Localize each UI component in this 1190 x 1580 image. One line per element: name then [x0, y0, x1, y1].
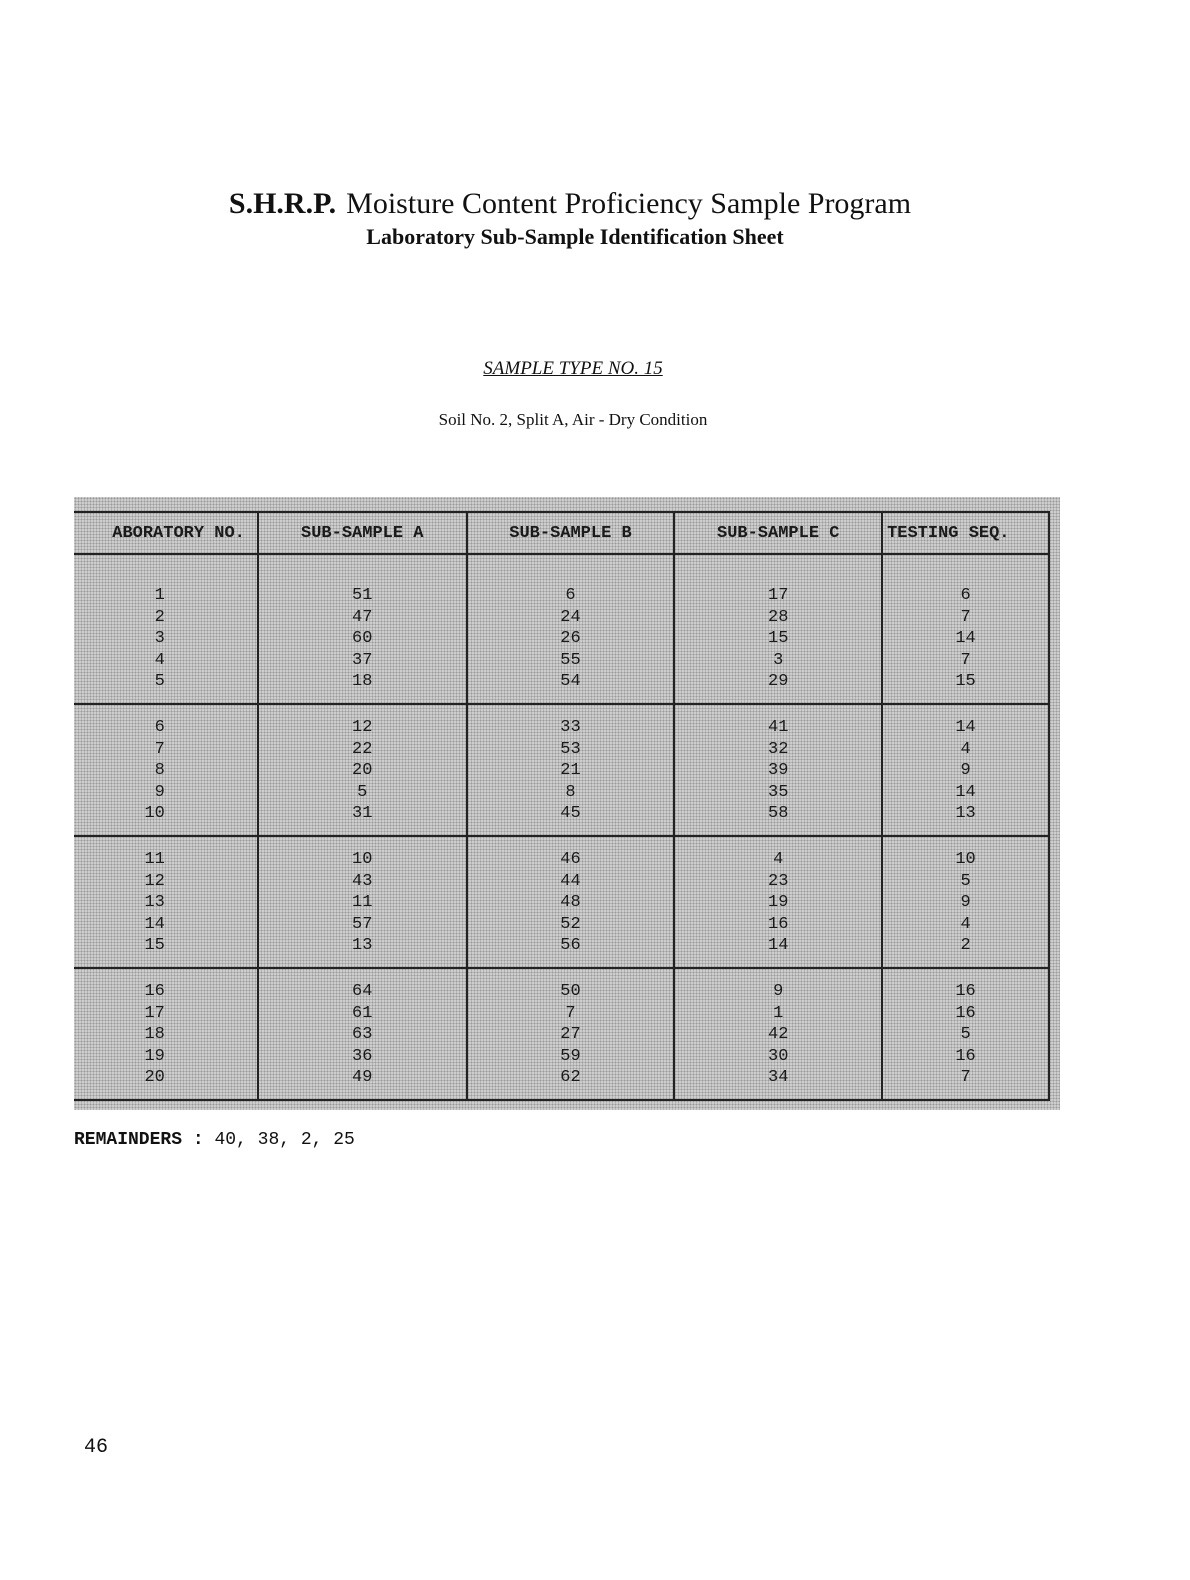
cell-testing-seq: 5: [960, 871, 971, 891]
page-title: [0, 186, 1140, 222]
cell-testing-seq: 10: [955, 849, 976, 869]
cell-testing-seq-group: [882, 968, 1049, 1100]
identification-table-panel: [74, 497, 1060, 1110]
title-org: S.H.R.P.: [228, 187, 337, 220]
cell-laboratory-no: 3: [154, 629, 165, 649]
cell-sub-sample-a-group: [258, 704, 467, 836]
cell-laboratory-no: 11: [144, 849, 165, 869]
cell-testing-seq: 14: [955, 629, 976, 649]
cell-laboratory-no: 12: [144, 871, 165, 891]
cell-sub-sample-c: 34: [768, 1068, 789, 1088]
cell-sub-sample-c: 3: [773, 650, 784, 670]
cell-sub-sample-c-group: [674, 704, 882, 836]
cell-sub-sample-c: 29: [768, 672, 789, 692]
cell-sub-sample-b: 46: [560, 849, 581, 869]
cell-sub-sample-b: 55: [560, 650, 581, 670]
cell-testing-seq: 5: [960, 1025, 971, 1045]
cell-sub-sample-c: 35: [768, 782, 789, 802]
cell-testing-seq-group: [882, 704, 1049, 836]
cell-sub-sample-c: 14: [768, 936, 789, 956]
table-row-group: [74, 836, 1049, 968]
cell-sub-sample-b: 8: [565, 782, 576, 802]
cell-sub-sample-a: 13: [352, 936, 373, 956]
cell-sub-sample-a: 18: [352, 672, 373, 692]
cell-laboratory-no: 9: [154, 782, 165, 802]
sample-condition: Soil No. 2, Split A, Air - Dry Condition: [438, 410, 708, 429]
cell-testing-seq: 9: [960, 761, 971, 781]
identification-table: [74, 511, 1050, 1101]
cell-sub-sample-b: 44: [560, 871, 581, 891]
cell-testing-seq: 2: [960, 936, 971, 956]
cell-sub-sample-c: 19: [768, 893, 789, 913]
cell-sub-sample-b: 53: [560, 739, 581, 759]
cell-sub-sample-b: 7: [565, 1003, 576, 1023]
cell-sub-sample-b: 26: [560, 629, 581, 649]
cell-sub-sample-a: 61: [352, 1003, 373, 1023]
cell-sub-sample-a: 20: [352, 761, 373, 781]
cell-testing-seq: 9: [960, 893, 971, 913]
cell-sub-sample-c: 17: [768, 586, 789, 605]
cell-testing-seq: 16: [955, 1003, 976, 1023]
cell-sub-sample-b-group: [467, 836, 675, 968]
cell-sub-sample-c: 41: [768, 717, 789, 737]
cell-laboratory-no: 8: [154, 761, 165, 781]
cell-testing-seq: 6: [960, 586, 971, 605]
page-subtitle: Laboratory Sub-Sample Identification Sheet: [366, 224, 784, 249]
cell-testing-seq: 4: [960, 914, 971, 934]
cell-testing-seq: 4: [960, 739, 971, 759]
cell-sub-sample-c: 23: [768, 871, 789, 891]
cell-laboratory-no: 20: [144, 1068, 165, 1088]
cell-sub-sample-b: 50: [560, 981, 581, 1001]
cell-sub-sample-a: 11: [352, 893, 373, 913]
cell-testing-seq-group: [882, 554, 1049, 704]
col-header-laboratory-no: ABORATORY NO.: [74, 512, 258, 554]
cell-laboratory-no-group: [74, 704, 258, 836]
cell-laboratory-no: 13: [144, 893, 165, 913]
col-header-testing-seq: TESTING SEQ.: [882, 512, 1049, 554]
cell-sub-sample-a: 43: [352, 871, 373, 891]
cell-sub-sample-b: 45: [560, 804, 581, 824]
cell-sub-sample-c: 32: [768, 739, 789, 759]
col-header-sub-sample-c: SUB-SAMPLE C: [674, 512, 882, 554]
cell-testing-seq: 16: [955, 981, 976, 1001]
cell-testing-seq: 13: [955, 804, 976, 824]
cell-sub-sample-b: 27: [560, 1025, 581, 1045]
remainders-line: [74, 1130, 355, 1150]
cell-laboratory-no: 19: [144, 1046, 165, 1066]
cell-sub-sample-a-group: [258, 554, 467, 704]
remainders-values: 40, 38, 2, 25: [214, 1130, 355, 1150]
cell-sub-sample-a: 22: [352, 739, 373, 759]
cell-sub-sample-a: 49: [352, 1068, 373, 1088]
cell-laboratory-no: 6: [154, 717, 165, 737]
cell-sub-sample-b: 56: [560, 936, 581, 956]
cell-laboratory-no-group: [74, 554, 258, 704]
cell-sub-sample-b: 59: [560, 1046, 581, 1066]
cell-laboratory-no: 14: [144, 914, 165, 934]
cell-sub-sample-a: 51: [352, 586, 373, 605]
sample-type-heading: SAMPLE TYPE NO. 15: [483, 358, 663, 379]
cell-sub-sample-c: 15: [768, 629, 789, 649]
cell-sub-sample-a: 10: [352, 849, 373, 869]
table-row-group: [74, 554, 1049, 704]
cell-sub-sample-c: 1: [773, 1003, 784, 1023]
cell-sub-sample-a: 57: [352, 914, 373, 934]
table-body: [74, 554, 1049, 1100]
cell-sub-sample-c-group: [674, 836, 882, 968]
cell-sub-sample-a: 36: [352, 1046, 373, 1066]
title-text: Moisture Content Proficiency Sample Program: [346, 187, 912, 220]
cell-laboratory-no: 2: [154, 607, 165, 627]
cell-testing-seq: 14: [955, 717, 976, 737]
cell-laboratory-no-group: [74, 836, 258, 968]
cell-sub-sample-b-group: [467, 554, 675, 704]
cell-sub-sample-c-group: [674, 968, 882, 1100]
cell-laboratory-no-group: [74, 968, 258, 1100]
cell-laboratory-no: 5: [154, 672, 165, 692]
page-number: 46: [84, 1436, 109, 1459]
cell-laboratory-no: 1: [154, 586, 165, 605]
cell-sub-sample-c: 58: [768, 804, 789, 824]
cell-sub-sample-c: 9: [773, 981, 784, 1001]
cell-sub-sample-b: 62: [560, 1068, 581, 1088]
col-header-sub-sample-b: SUB-SAMPLE B: [467, 512, 675, 554]
cell-sub-sample-a-group: [258, 968, 467, 1100]
table-row-group: [74, 704, 1049, 836]
cell-laboratory-no: 15: [144, 936, 165, 956]
cell-testing-seq: 7: [960, 650, 971, 670]
cell-sub-sample-a: 64: [352, 981, 373, 1001]
cell-sub-sample-c: 4: [773, 849, 784, 869]
cell-sub-sample-b: 6: [565, 586, 576, 605]
cell-testing-seq: 15: [955, 672, 976, 692]
cell-sub-sample-c: 39: [768, 761, 789, 781]
cell-sub-sample-a: 12: [352, 717, 373, 737]
cell-testing-seq: 16: [955, 1046, 976, 1066]
cell-sub-sample-b-group: [467, 704, 675, 836]
cell-testing-seq: 7: [960, 1068, 971, 1088]
cell-sub-sample-a: 63: [352, 1025, 373, 1045]
cell-sub-sample-a: 37: [352, 650, 373, 670]
cell-sub-sample-b: 54: [560, 672, 581, 692]
cell-sub-sample-b: 52: [560, 914, 581, 934]
cell-sub-sample-a-group: [258, 836, 467, 968]
cell-sub-sample-b: 24: [560, 607, 581, 627]
cell-sub-sample-c: 28: [768, 607, 789, 627]
cell-laboratory-no: 4: [154, 650, 165, 670]
cell-testing-seq: 7: [960, 607, 971, 627]
cell-sub-sample-a: 47: [352, 607, 373, 627]
cell-sub-sample-c-group: [674, 554, 882, 704]
table-header-row: [74, 512, 1049, 554]
cell-sub-sample-b-group: [467, 968, 675, 1100]
cell-laboratory-no: 10: [144, 804, 165, 824]
col-header-sub-sample-a: SUB-SAMPLE A: [258, 512, 467, 554]
cell-laboratory-no: 18: [144, 1025, 165, 1045]
cell-sub-sample-b: 48: [560, 893, 581, 913]
cell-sub-sample-b: 21: [560, 761, 581, 781]
cell-laboratory-no: 17: [144, 1003, 165, 1023]
cell-sub-sample-c: 42: [768, 1025, 789, 1045]
cell-sub-sample-a: 31: [352, 804, 373, 824]
cell-testing-seq-group: [882, 836, 1049, 968]
remainders-label: REMAINDERS :: [74, 1130, 204, 1150]
cell-testing-seq: 14: [955, 782, 976, 802]
cell-sub-sample-c: 30: [768, 1046, 789, 1066]
cell-sub-sample-a: 60: [352, 629, 373, 649]
cell-sub-sample-b: 33: [560, 717, 581, 737]
cell-sub-sample-c: 16: [768, 914, 789, 934]
cell-laboratory-no: 16: [144, 981, 165, 1001]
cell-laboratory-no: 7: [154, 739, 165, 759]
table-row-group: [74, 968, 1049, 1100]
cell-sub-sample-a: 5: [357, 782, 368, 802]
